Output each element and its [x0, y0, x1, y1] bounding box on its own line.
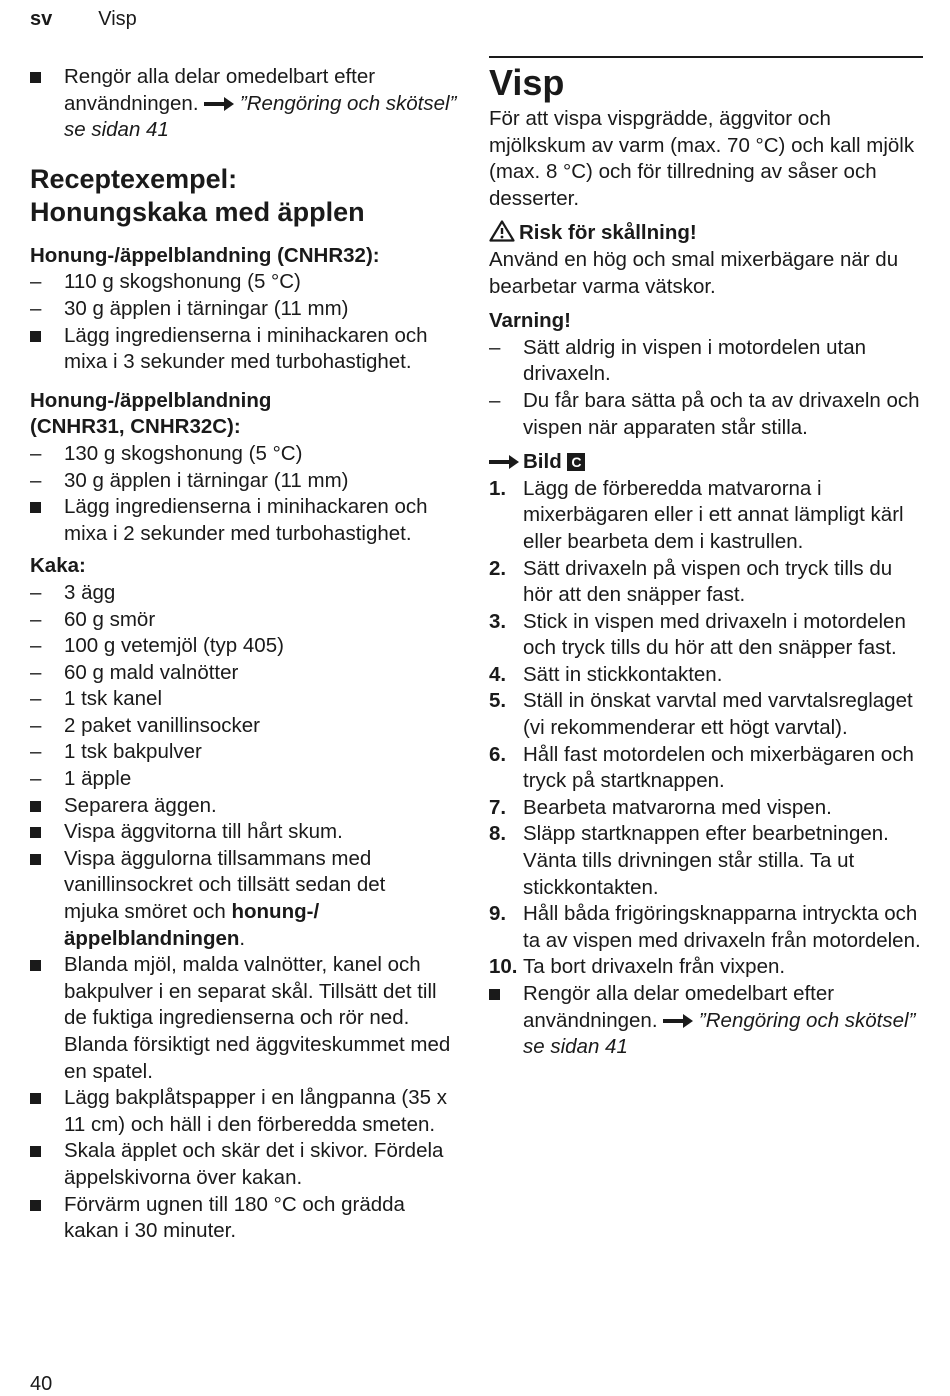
- bullet-square-icon: [30, 854, 41, 865]
- bullet-square-icon: [30, 502, 41, 513]
- figure-letter-badge: C: [567, 453, 585, 471]
- step-number: 5.: [489, 689, 507, 713]
- step-item: [489, 556, 923, 609]
- step-text: Släpp startknappen efter bearbetningen. Vänta tills drivningen står stilla. Ta ut stickkontakten.: [523, 822, 889, 899]
- list-item: Separera äggen.: [30, 793, 462, 820]
- list-item: – 60 g mald valnötter: [30, 660, 462, 687]
- list-item: – 3 ägg: [30, 580, 462, 607]
- step-number: 3.: [489, 609, 507, 633]
- section-heading: Visp: [489, 62, 565, 103]
- list-item: Lägg ingredienserna i minihackaren och mixa i 2 sekunder med turbohastighet.: [30, 494, 462, 547]
- dash-marker: –: [30, 634, 42, 658]
- bullet-square-icon: [30, 1200, 41, 1211]
- section-title: Honung-/äppelblandning (CNHR31, CNHR32C):: [30, 388, 272, 439]
- section-rule: [489, 56, 923, 58]
- ingredient-list: [30, 269, 462, 322]
- caution-heading: Varning!: [489, 309, 572, 333]
- step-text: Ta bort drivaxeln från vixpen.: [523, 955, 786, 979]
- step-item: [489, 742, 923, 795]
- step-item: [489, 795, 923, 822]
- list-item: Vispa äggulorna tillsammans med vanillinsockret och tillsätt sedan det mjuka smöret och honung-/ äppelblandningen.: [30, 846, 462, 952]
- left-column: [30, 64, 462, 1245]
- step-number: 6.: [489, 742, 507, 766]
- step-number: 8.: [489, 822, 507, 846]
- list-item: – 1 tsk bakpulver: [30, 739, 462, 766]
- step-item: [489, 901, 923, 954]
- list-item: – 1 äpple: [30, 766, 462, 793]
- step-text: Lägg de förberedda matvarorna i mixerbägaren eller i ett annat lämpligt kärl eller bearbeta dem i kastrullen.: [523, 476, 904, 553]
- page-header: [30, 6, 137, 33]
- dash-marker: –: [30, 740, 42, 764]
- list-item: – 30 g äpplen i tärningar (11 mm): [30, 296, 462, 323]
- intro-text: Rengör alla delar omedelbart efter användningen.: [64, 65, 376, 115]
- step-text: Stick in vispen med drivaxeln i motordelen och tryck tills du hör att den snäpper fast.: [523, 609, 906, 660]
- right-column: [489, 64, 923, 1061]
- page-reference-link[interactable]: ”Rengöring och skötsel” se sidan 41: [64, 91, 457, 142]
- dash-marker: –: [489, 335, 501, 359]
- dash-marker: –: [30, 660, 42, 684]
- list-item: – 100 g vetemjöl (typ 405): [30, 633, 462, 660]
- bullet-square-icon: [30, 801, 41, 812]
- intro-paragraph: För att vispa vispgrädde, äggvitor och mjölkskum av varm (max. 70 °C) och kall mjölk (max. 8 °C) och för tillredning av såser och desserter.: [489, 107, 915, 210]
- step-text: Bearbeta matvarorna med vispen.: [523, 795, 832, 819]
- step-text: Sätt drivaxeln på vispen och tryck tills du hör att den snäpper fast.: [523, 556, 893, 607]
- end-bullet: Rengör alla delar omedelbart efter användningen. ”Rengöring och skötsel” se sidan 41: [489, 981, 923, 1061]
- arrow-right-icon: [489, 454, 519, 470]
- list-item: Blanda mjöl, malda valnötter, kanel och bakpulver i en separat skål. Tillsätt det till de fuktiga ingredienserna och rör ned. Blanda försiktigt ned äggviteskummet med en spatel.: [30, 952, 462, 1085]
- bullet-square-icon: [30, 331, 41, 342]
- list-item: Skala äpplet och skär det i skivor. Fördela äppelskivorna över kakan.: [30, 1138, 462, 1191]
- steps-list: [489, 476, 923, 981]
- section-title: Kaka:: [30, 554, 86, 578]
- step-number: 1.: [489, 476, 507, 500]
- step-text: Ställ in önskat varvtal med varvtalsreglaget (vi rekommenderar ett högt varvtal).: [523, 689, 913, 740]
- bullet-square-icon: [30, 827, 41, 838]
- step-text: Sätt in stickkontakten.: [523, 662, 723, 686]
- dash-marker: –: [30, 441, 42, 465]
- step-text: Håll båda frigöringsknapparna intryckta och ta av vispen med drivaxeln från motordelen.: [523, 902, 921, 952]
- step-item: [489, 662, 923, 689]
- step-number: 2.: [489, 556, 507, 580]
- bullet-square-icon: [30, 1146, 41, 1157]
- list-item: – Du får bara sätta på och ta av drivaxeln och vispen när apparaten står stilla.: [489, 388, 920, 439]
- figure-reference: Bild C: [489, 449, 923, 476]
- dash-marker: –: [489, 388, 501, 412]
- dash-marker: –: [30, 713, 42, 737]
- dash-marker: –: [30, 767, 42, 791]
- list-item: – 30 g äpplen i tärningar (11 mm): [30, 468, 462, 495]
- list-item: – 110 g skogshonung (5 °C): [30, 269, 462, 296]
- dash-marker: –: [30, 580, 42, 604]
- ingredient-list: [30, 441, 462, 494]
- dash-marker: –: [30, 468, 42, 492]
- header-title: Visp: [98, 8, 137, 30]
- step-number: 7.: [489, 795, 507, 819]
- intro-bullet: [30, 64, 462, 144]
- list-item: Lägg bakplåtspapper i en långpanna (35 x 11 cm) och häll i den förberedda smeten.: [30, 1085, 462, 1138]
- list-item: – 60 g smör: [30, 607, 462, 634]
- bullet-square-icon: [30, 1093, 41, 1104]
- list-item: Lägg ingredienserna i minihackaren och mixa i 3 sekunder med turbohastighet.: [30, 323, 462, 376]
- page-reference-link[interactable]: ”Rengöring och skötsel” se sidan 41: [523, 1008, 916, 1059]
- page-number: 40: [30, 1373, 53, 1395]
- step-number: 4.: [489, 662, 507, 686]
- recipe-title: Receptexempel: Honungskaka med äpplen: [30, 163, 365, 227]
- list-item: – 2 paket vanillinsocker: [30, 713, 462, 740]
- language-code: sv: [30, 8, 53, 30]
- list-item: – Sätt aldrig in vispen i motordelen utan drivaxeln.: [489, 335, 867, 386]
- step-item: [489, 476, 923, 556]
- arrow-right-icon: [204, 96, 234, 112]
- warning-heading: Risk för skållning!: [489, 220, 923, 247]
- step-item: [489, 609, 923, 662]
- bullet-square-icon: [30, 960, 41, 971]
- list-item: Vispa äggvitorna till hårt skum.: [30, 819, 462, 846]
- dash-marker: –: [30, 687, 42, 711]
- warning-text: Använd en hög och smal mixerbägare när du bearbetar varma vätskor.: [489, 247, 899, 298]
- caution-list: [489, 335, 923, 441]
- list-item: – 1 tsk kanel: [30, 686, 462, 713]
- list-item: Förvärm ugnen till 180 °C och grädda kakan i 30 minuter.: [30, 1192, 462, 1245]
- bullet-square-icon: [489, 989, 500, 1000]
- section-title: Honung-/äppelblandning (CNHR32):: [30, 243, 380, 267]
- warning-triangle-icon: [489, 220, 515, 242]
- step-item: [489, 821, 923, 901]
- ingredient-list: [30, 580, 462, 793]
- step-number: 9.: [489, 902, 507, 926]
- list-item: – 130 g skogshonung (5 °C): [30, 441, 462, 468]
- step-item: [489, 954, 923, 981]
- arrow-right-icon: [663, 1013, 693, 1029]
- dash-marker: –: [30, 607, 42, 631]
- bullet-square-icon: [30, 72, 41, 83]
- dash-marker: –: [30, 270, 42, 294]
- step-number: 10.: [489, 955, 518, 979]
- step-text: Håll fast motordelen och mixerbägaren och tryck på startknappen.: [523, 742, 914, 793]
- dash-marker: –: [30, 296, 42, 320]
- step-item: [489, 688, 923, 741]
